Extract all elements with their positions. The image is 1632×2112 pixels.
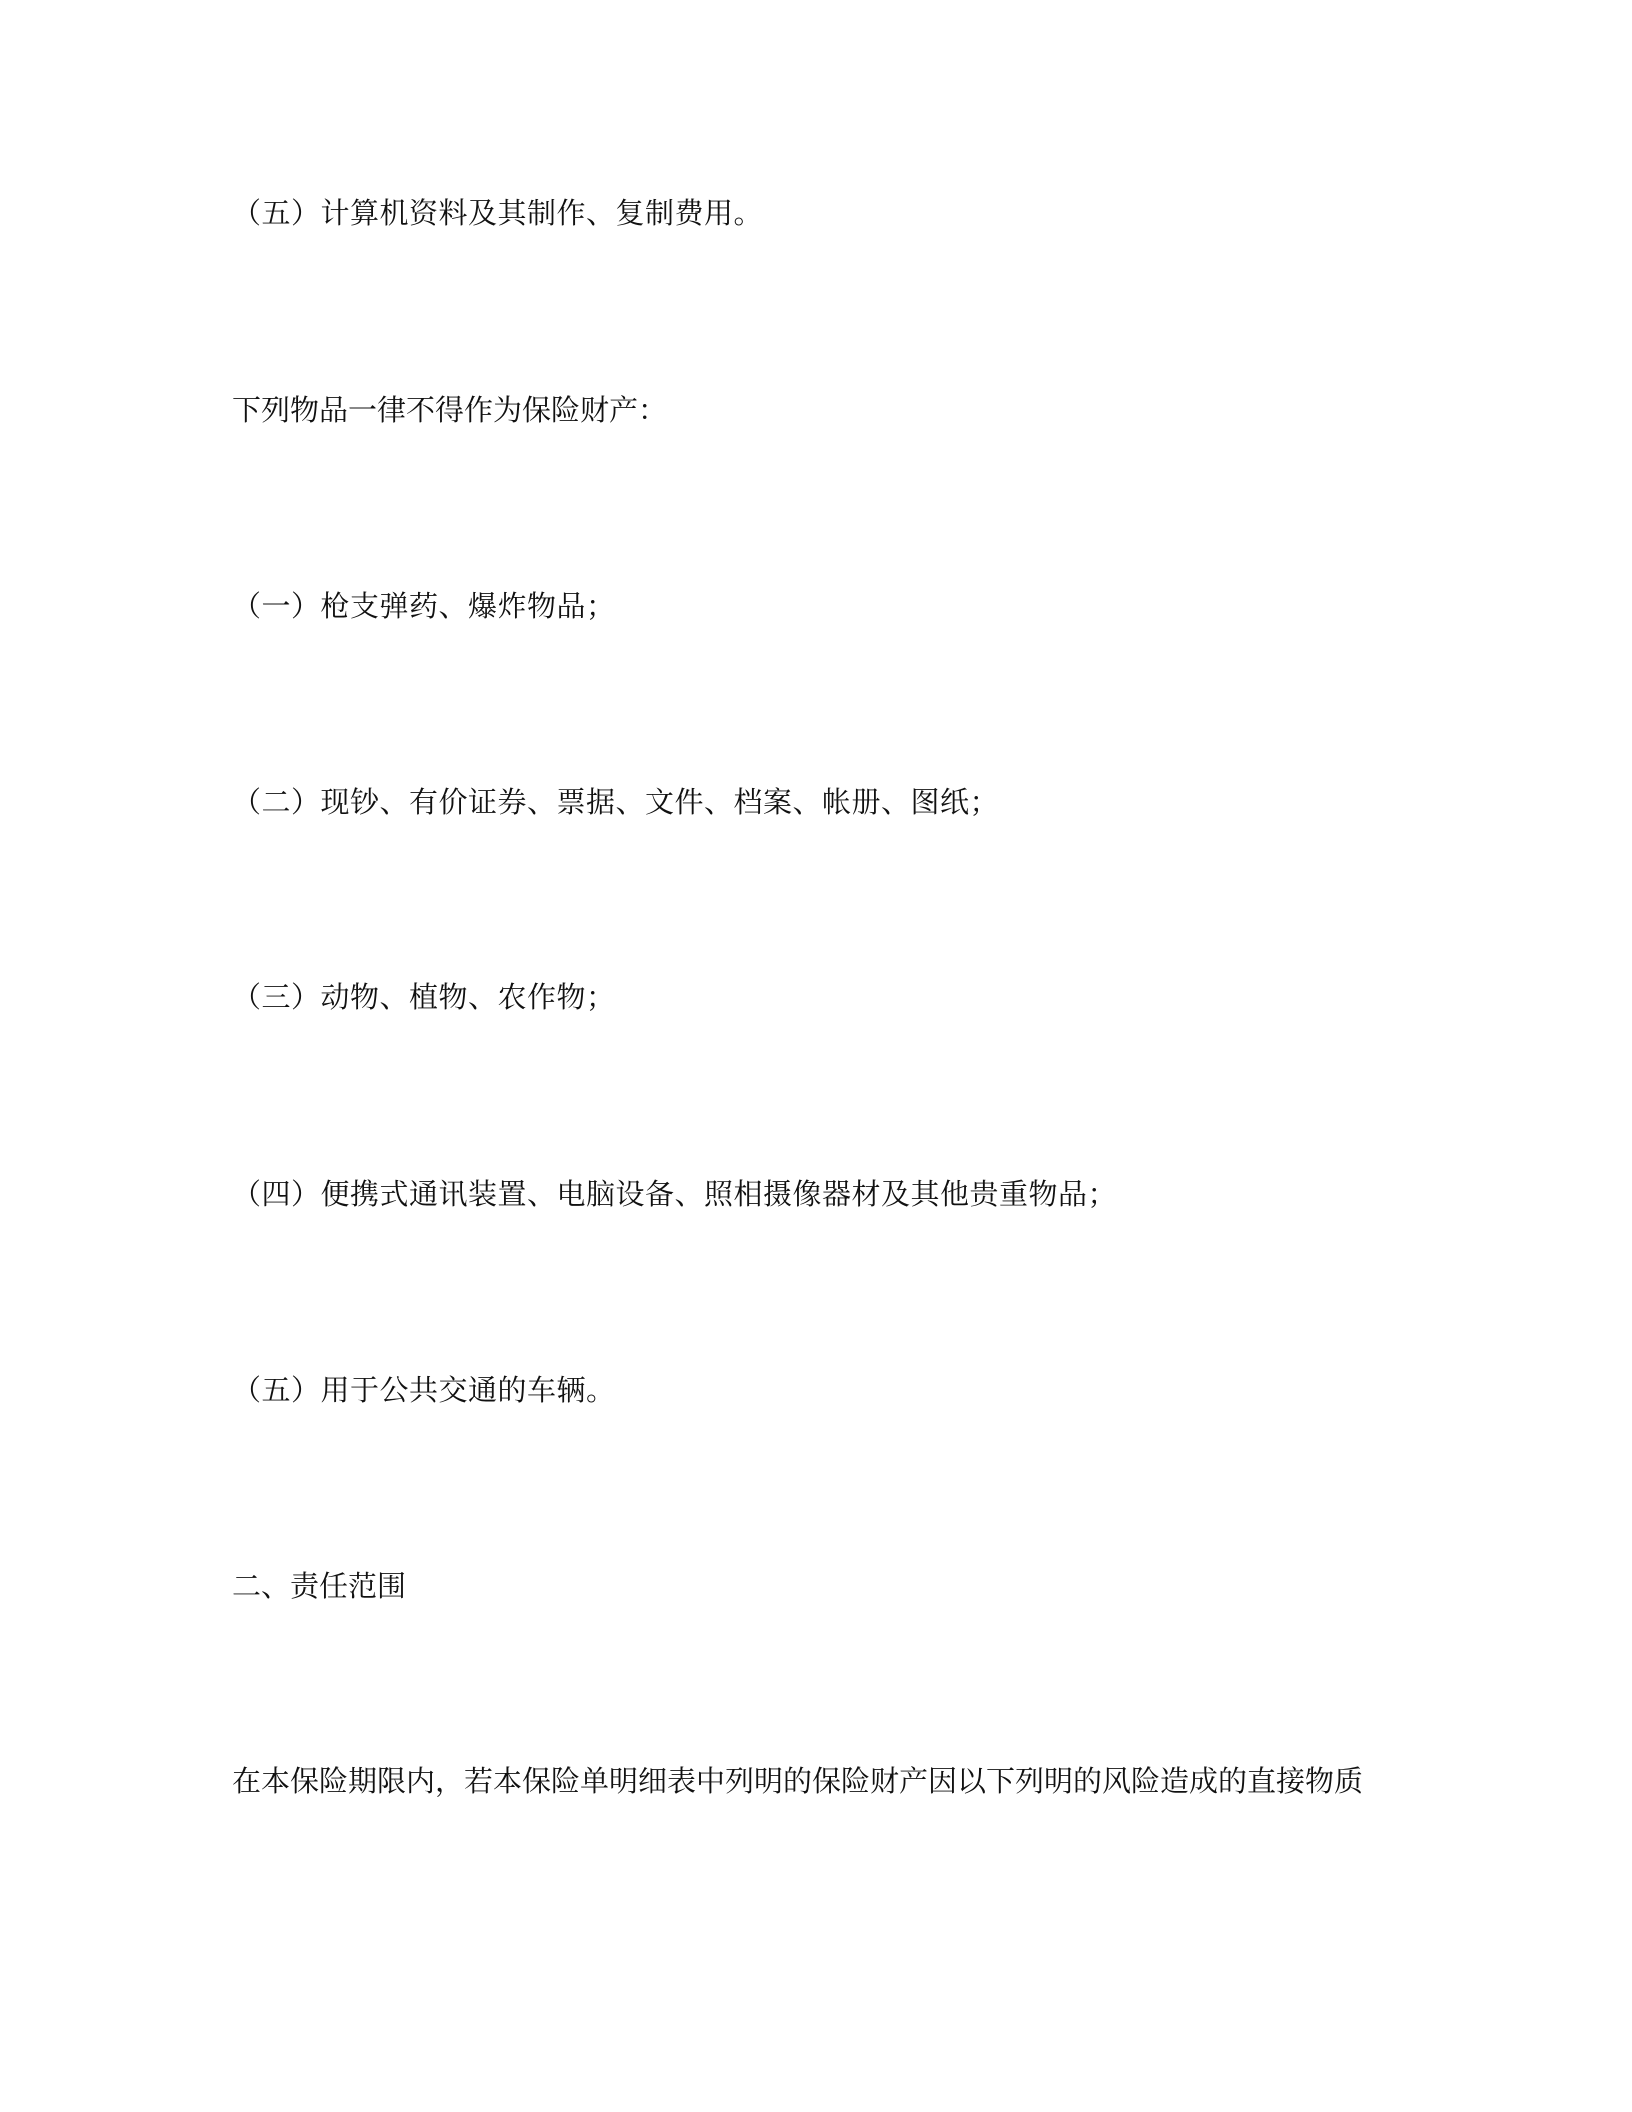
list-item: （五）用于公共交通的车辆。 bbox=[232, 1373, 616, 1407]
list-item: （一）枪支弹药、爆炸物品； bbox=[232, 589, 616, 623]
list-item: （四）便携式通讯装置、电脑设备、照相摄像器材及其他贵重物品； bbox=[232, 1177, 1118, 1211]
section-heading: 二、责任范围 bbox=[232, 1569, 407, 1603]
excluded-items-intro: 下列物品一律不得作为保险财产： bbox=[232, 393, 668, 427]
list-item: （三）动物、植物、农作物； bbox=[232, 980, 616, 1014]
list-item: （五）计算机资料及其制作、复制费用。 bbox=[232, 196, 764, 230]
list-item: （二）现钞、有价证券、票据、文件、档案、帐册、图纸； bbox=[232, 785, 1000, 819]
body-paragraph: 在本保险期限内，若本保险单明细表中列明的保险财产因以下列明的风险造成的直接物质 bbox=[232, 1764, 1364, 1798]
